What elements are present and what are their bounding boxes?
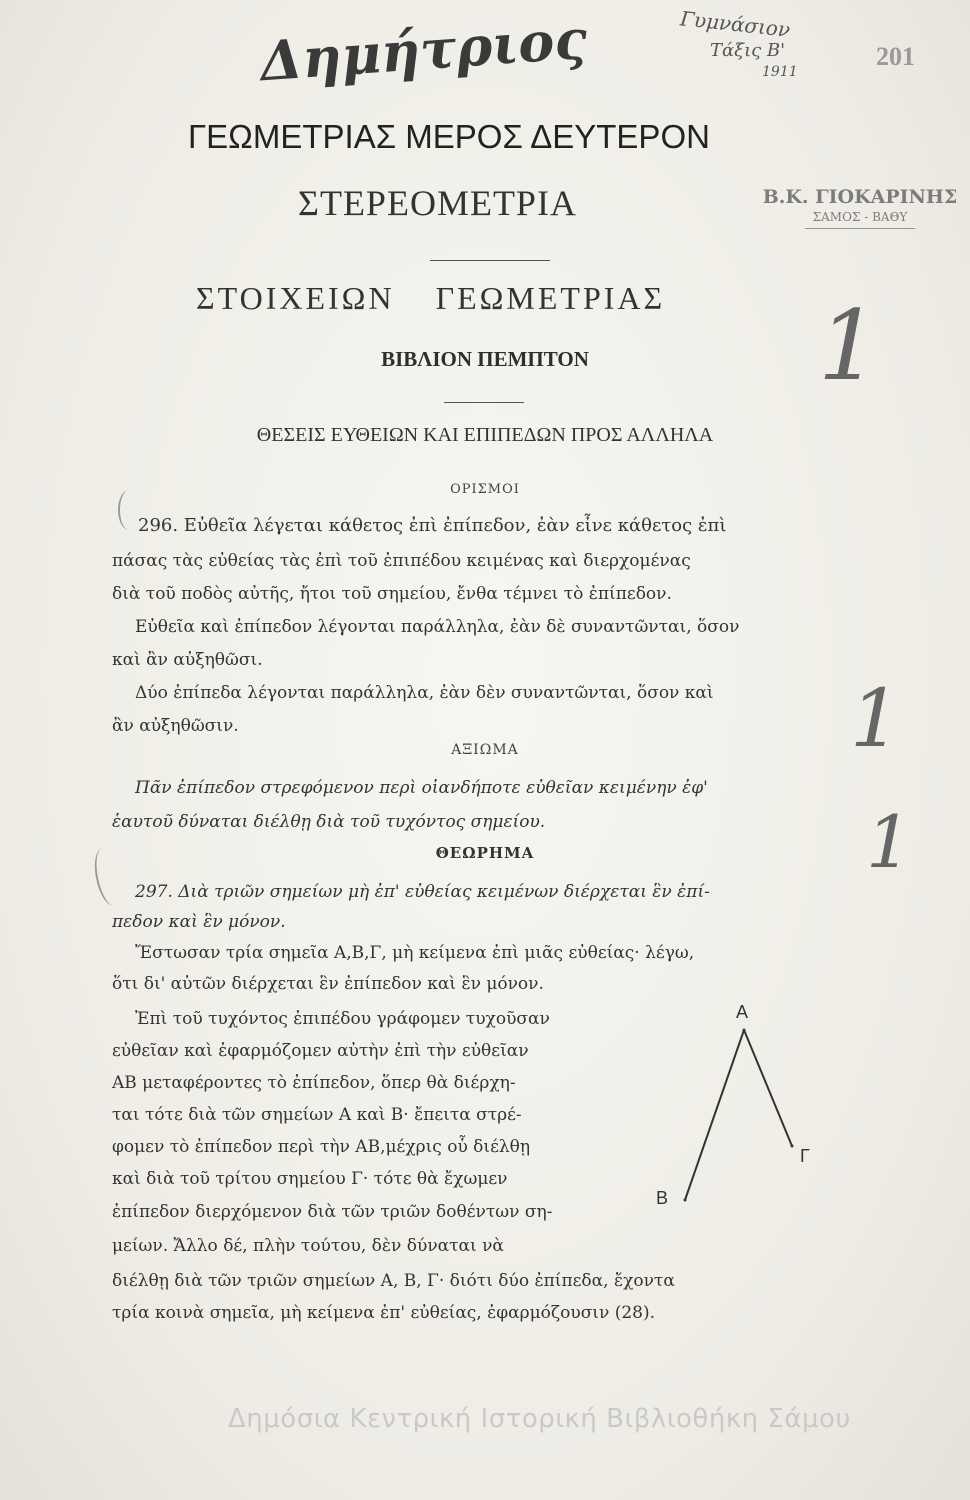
library-watermark: Δημόσια Κεντρική Ιστορική Βιβλιοθήκη Σάμου xyxy=(228,1404,851,1434)
text-line: ἐπίπεδον διερχόμενον διὰ τῶν τριῶν δοθέντων ση- xyxy=(112,1202,553,1222)
text-line: Εὐθεῖα καὶ ἐπίπεδον λέγονται παράλληλα, ἐὰν δὲ συναντῶνται, ὅσον xyxy=(135,617,740,637)
text-line: τρία κοινὰ σημεῖα, μὴ κείμενα ἐπ' εὐθείας, ἐφαρμόζουσιν (28). xyxy=(112,1303,656,1323)
point-a xyxy=(743,1029,746,1032)
segment-ag xyxy=(744,1030,792,1146)
figure-label-g: Γ xyxy=(800,1146,810,1166)
text-line: διὰ τοῦ ποδὸς αὐτῆς, ἤτοι τοῦ σημείου, ἔνθα τέμνει τὸ ἐπίπεδον. xyxy=(112,584,672,604)
margin-tick xyxy=(118,490,140,530)
margin-mark: 1 xyxy=(866,800,912,884)
stamp-owner: Β.Κ. ΓΙΟΚΑΡΙΝΗΣ xyxy=(762,186,958,208)
library-stamp xyxy=(755,186,965,229)
figure-label-b: Β xyxy=(656,1188,669,1208)
figure-label-a: Α xyxy=(736,1002,749,1022)
margin-mark: 1 xyxy=(850,672,901,765)
divider-rule xyxy=(430,260,550,261)
stamp-place: ΣΑΜΟΣ - ΒΑΘΥ xyxy=(812,210,908,224)
margin-mark: 1 xyxy=(818,290,880,402)
axiom-heading: ΑΞΙΩΜΑ xyxy=(451,742,519,758)
text-line: καὶ ἂν αὐξηθῶσι. xyxy=(112,650,263,670)
handwritten-note: Τάξις Β' xyxy=(710,40,786,61)
theorem-heading: ΘΕΩΡΗΜΑ xyxy=(435,844,535,862)
text-line: Δύο ἐπίπεδα λέγονται παράλληλα, ἐὰν δὲν συναντῶνται, ὅσον καὶ xyxy=(135,683,714,703)
page-number: 201 xyxy=(876,42,915,71)
text-line: πεδον καὶ ἓν μόνον. xyxy=(112,912,286,932)
text-line: φομεν τὸ ἐπίπεδον περὶ τὴν ΑΒ,μέχρις οὗ διέλθῃ xyxy=(112,1137,531,1157)
handwritten-signature: Δημήτριος xyxy=(258,6,590,94)
text-line: πάσας τὰς εὐθείας τὰς ἐπὶ τοῦ ἐπιπέδου κειμένας καὶ διερχομένας xyxy=(112,551,691,571)
text-line: ἑαυτοῦ δύναται διέλθῃ διὰ τοῦ τυχόντος σημείου. xyxy=(112,812,546,832)
divider-rule xyxy=(444,402,524,403)
text-line: ἂν αὐξηθῶσιν. xyxy=(112,716,239,736)
stamp-ornament xyxy=(805,228,915,229)
triangle-figure xyxy=(640,990,840,1220)
text-line: διέλθῃ διὰ τῶν τριῶν σημείων Α, Β, Γ· διότι δύο ἐπίπεδα, ἔχοντα xyxy=(112,1271,675,1291)
text-line: εὐθεῖαν καὶ ἐφαρμόζομεν αὐτὴν ἐπὶ τὴν εὐθεῖαν xyxy=(112,1041,529,1061)
point-b xyxy=(684,1199,687,1202)
chapter-heading: ΘΕΣΕΙΣ ΕΥΘΕΙΩΝ ΚΑΙ ΕΠΙΠΕΔΩΝ ΠΡΟΣ ΑΛΛΗΛΑ xyxy=(256,424,714,446)
text-line: ΑΒ μεταφέροντες τὸ ἐπίπεδον, ὅπερ θὰ διέρχη- xyxy=(112,1073,516,1093)
page-subtitle: ΣΤΕΡΕΟΜΕΤΡΙΑ xyxy=(298,183,577,223)
text-line: 296. Εὐθεῖα λέγεται κάθετος ἐπὶ ἐπίπεδον, ἐὰν εἶνε κάθετος ἐπὶ xyxy=(138,515,727,536)
section-heading: ΣΤΟΙΧΕΙΩΝ ΓΕΩΜΕΤΡΙΑΣ xyxy=(196,280,666,316)
handwritten-note: 1911 xyxy=(762,64,798,80)
point-g xyxy=(791,1145,794,1148)
text-line: καὶ διὰ τοῦ τρίτου σημείου Γ· τότε θὰ ἔχωμεν xyxy=(112,1169,508,1189)
text-line: Πᾶν ἐπίπεδον στρεφόμενον περὶ οἱανδήποτε εὐθεῖαν κειμένην ἐφ' xyxy=(135,778,708,798)
text-line: Ἐπὶ τοῦ τυχόντος ἐπιπέδου γράφομεν τυχοῦσαν xyxy=(135,1009,550,1029)
book-heading: ΒΙΒΛΙΟΝ ΠΕΜΠΤΟΝ xyxy=(381,347,589,371)
text-line: μείων. Ἄλλο δέ, πλὴν τούτου, δὲν δύναται νὰ xyxy=(112,1236,504,1256)
text-line: ται τότε διὰ τῶν σημείων Α καὶ Β· ἔπειτα στρέ- xyxy=(112,1105,522,1125)
text-line: Ἔστωσαν τρία σημεῖα Α,Β,Γ, μὴ κείμενα ἐπὶ μιᾶς εὐθείας· λέγω, xyxy=(135,943,695,963)
text-line: 297. Διὰ τριῶν σημείων μὴ ἐπ' εὐθείας κειμένων διέρχεται ἓν ἐπί- xyxy=(135,882,710,902)
handwritten-note: Γυμνάσιον xyxy=(679,6,792,42)
text-line: ὅτι δι' αὐτῶν διέρχεται ἓν ἐπίπεδον καὶ ἓν μόνον. xyxy=(112,974,544,994)
definitions-heading: ΟΡΙΣΜΟΙ xyxy=(450,482,520,497)
segment-ab xyxy=(685,1030,744,1200)
page-title: ΓΕΩΜΕΤΡΙΑΣ ΜΕΡΟΣ ΔΕΥΤΕΡΟΝ xyxy=(188,118,710,155)
